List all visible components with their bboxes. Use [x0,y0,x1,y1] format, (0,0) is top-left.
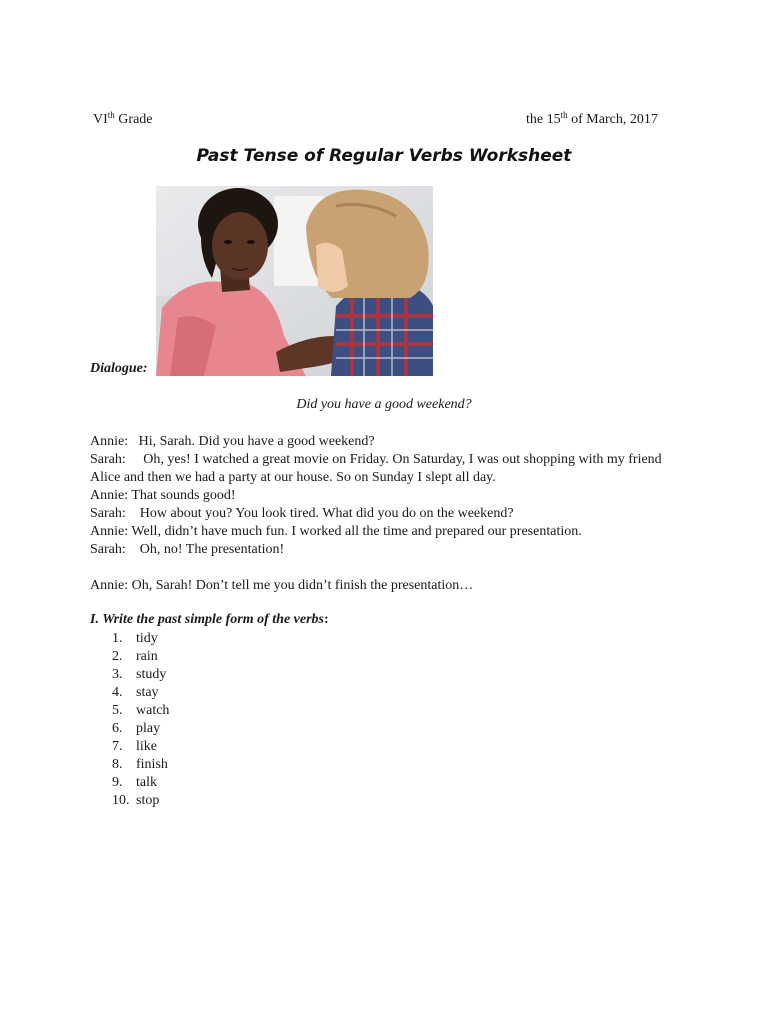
date-label: the 15th of March, 2017 [526,110,658,127]
worksheet-title: Past Tense of Regular Verbs Worksheet [196,146,572,166]
exercise-heading: I. Write the past simple form of the verbs: [90,612,329,627]
dialogue-speaker: Sarah: [90,452,140,467]
verb: watch [136,703,170,718]
verb: tidy [136,631,158,646]
dialogue-line [90,451,670,487]
dialogue-speaker: Sarah: [90,542,137,557]
dialogue-utterance: That sounds good! [131,488,236,503]
list-item [112,684,169,702]
list-number: 1. [112,631,123,646]
dialogue-line [90,433,670,451]
dialogue-text [90,433,670,595]
dialogue-utterance: Hi, Sarah. Did you have a good weekend? [138,434,375,449]
verb-list [112,630,169,810]
dialogue-utterance: Well, didn’t have much fun. I worked all the time and prepared our presentation. [131,524,582,539]
dialogue-line [90,577,670,595]
list-number: 4. [112,685,123,700]
list-item [112,720,169,738]
list-number: 8. [112,757,123,772]
list-item [112,702,169,720]
verb: rain [136,649,158,664]
verb: talk [136,775,157,790]
list-number: 3. [112,667,123,682]
list-number: 9. [112,775,123,790]
dialogue-photo [156,186,433,376]
dialogue-speaker: Annie: [90,578,132,593]
list-item [112,774,169,792]
verb: stay [136,685,159,700]
list-number: 5. [112,703,123,718]
spacer [90,559,670,577]
list-item [112,738,169,756]
dialogue-line [90,505,670,523]
dialogue-speaker: Annie: [90,488,132,503]
dialogue-speaker: Sarah: [90,506,137,521]
dialogue-speaker: Annie: [90,524,132,539]
dialogue-subtitle: Did you have a good weekend? [296,397,472,412]
list-item [112,630,169,648]
list-number: 7. [112,739,123,754]
dialogue-utterance: Oh, yes! I watched a great movie on Friday. On Saturday, I was out shopping with my friend Alice and then we had a party at our house. So on Sunday I slept all day. [90,452,662,485]
verb: play [136,721,161,736]
dialogue-line [90,523,670,541]
grade-label: VIth Grade [93,110,153,127]
dialogue-utterance: Oh, no! The presentation! [139,542,285,557]
list-item [112,756,169,774]
dialogue-line [90,487,670,505]
list-number: 6. [112,721,123,736]
verb: like [136,739,157,754]
dialogue-utterance: How about you? You look tired. What did you do on the weekend? [139,506,514,521]
verb: finish [136,757,168,772]
dialogue-utterance: Oh, Sarah! Don’t tell me you didn’t finish the presentation… [131,578,474,593]
verb: stop [136,793,160,808]
list-item [112,666,169,684]
list-item [112,648,169,666]
dialogue-line [90,541,670,559]
list-item [112,792,169,810]
dialogue-speaker: Annie: [90,434,136,449]
list-number: 10. [112,793,130,808]
verb: study [136,667,167,682]
list-number: 2. [112,649,123,664]
dialogue-label: Dialogue: [90,361,148,376]
